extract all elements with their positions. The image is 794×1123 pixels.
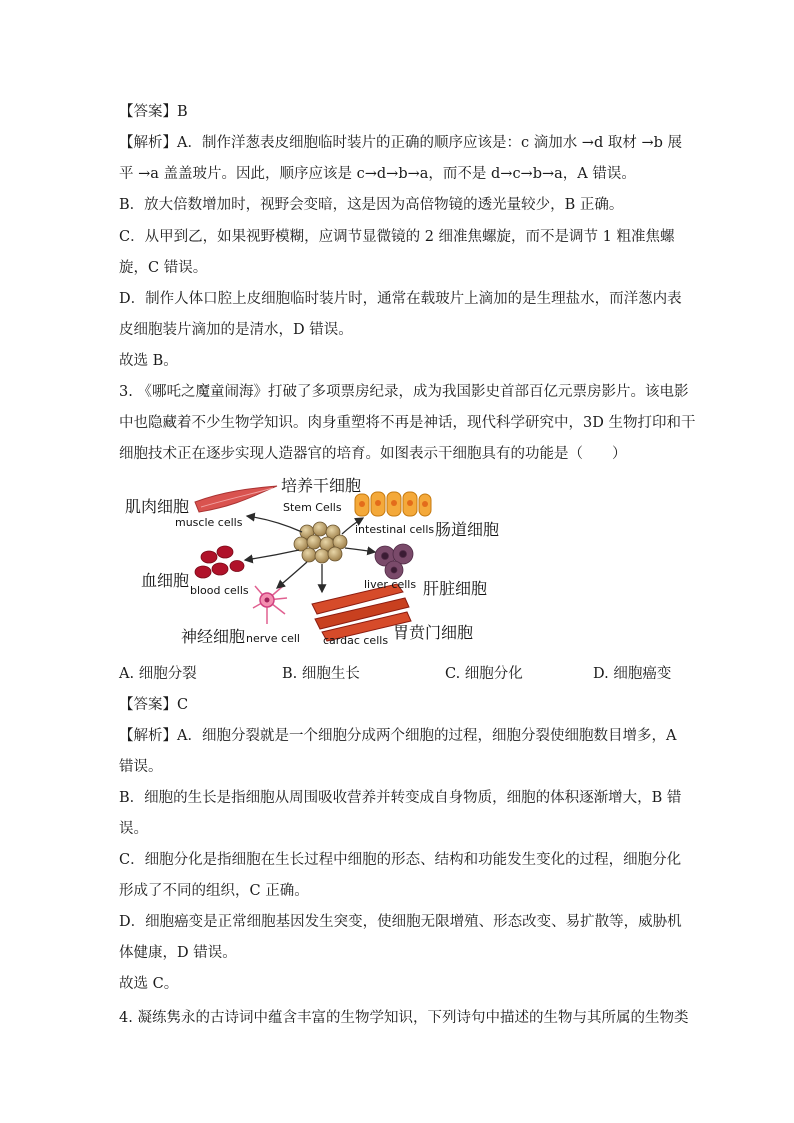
liver-cells-image xyxy=(375,544,413,579)
q3-answer: 【答案】C xyxy=(119,697,189,713)
label-cardac-en: cardac cells xyxy=(323,634,389,647)
label-blood-en: blood cells xyxy=(190,584,249,597)
q3-stem-line: 中也隐藏着不少生物学知识。肉身重塑将不再是神话，现代科学研究中，3D 生物打印和干 xyxy=(119,415,696,431)
q4-stem-line: 4. 凝练隽永的古诗词中蕴含丰富的生物学知识，下列诗句中描述的生物与其所属的生物类 xyxy=(119,1010,689,1026)
q3-analysis-line: B．细胞的生长是指细胞从周围吸收营养并转变成自身物质，细胞的体积逐渐增大，B 错 xyxy=(119,790,682,806)
label-stem-en: Stem Cells xyxy=(283,501,342,514)
label-liver-en: liver cells xyxy=(364,578,417,591)
q3-analysis-line: 【解析】A．细胞分裂就是一个细胞分成两个细胞的过程，细胞分裂使细胞数目增多，A xyxy=(119,728,677,744)
q3-analysis-line: 体健康，D 错误。 xyxy=(119,945,237,961)
q2-analysis-line: C．从甲到乙，如果视野模糊，应调节显微镜的 2 细准焦螺旋，而不是调节 1 粗准焦螺 xyxy=(119,229,675,245)
q2-analysis-line: 旋，C 错误。 xyxy=(119,260,208,276)
q2-analysis-line: 平 →a 盖盖玻片。因此，顺序应该是 c→d→b→a，而不是 d→c→b→a，A 错误。 xyxy=(119,166,636,182)
label-intestinal-cn: 肠道细胞 xyxy=(435,520,500,539)
option-b: B. 细胞生长 xyxy=(282,666,360,682)
option-a: A. 细胞分裂 xyxy=(119,666,197,682)
label-intestinal-en: intestinal cells xyxy=(355,523,435,536)
label-blood-cn: 血细胞 xyxy=(141,571,190,590)
nerve-cell-image xyxy=(253,586,287,624)
q3-analysis-line: C．细胞分化是指细胞在生长过程中细胞的形态、结构和功能发生变化的过程，细胞分化 xyxy=(119,852,682,868)
option-d: D. 细胞癌变 xyxy=(593,666,672,682)
label-muscle-en: muscle cells xyxy=(175,516,243,529)
q3-analysis-line: D．细胞癌变是正常细胞基因发生突变，使细胞无限增殖、形态改变、易扩散等，威胁机 xyxy=(119,914,682,930)
label-cardac-cn: 胃贲门细胞 xyxy=(393,623,474,642)
label-nerve-en: nerve cell xyxy=(246,632,300,645)
q3-analysis-line: 误。 xyxy=(119,821,148,837)
stem-cell-diagram xyxy=(117,474,517,654)
intestinal-cells-image xyxy=(355,492,431,516)
q2-analysis-line: B．放大倍数增加时，视野会变暗，这是因为高倍物镜的透光量较少，B 正确。 xyxy=(119,197,624,213)
blood-cells-image xyxy=(195,546,244,578)
q2-analysis-line: D．制作人体口腔上皮细胞临时装片时，通常在载玻片上滴加的是生理盐水，而洋葱内表 xyxy=(119,291,682,307)
q3-stem-line: 3. 《哪吒之魔童闹海》打破了多项票房纪录，成为我国影史首部百亿元票房影片。该电影 xyxy=(119,384,689,400)
q3-stem-line: 细胞技术正在逐步实现人造器官的培育。如图表示干细胞具有的功能是（ ） xyxy=(119,446,627,462)
label-muscle-cn: 肌肉细胞 xyxy=(125,497,190,516)
q3-analysis-line: 形成了不同的组织，C 正确。 xyxy=(119,883,309,899)
label-stem-cn: 培养干细胞 xyxy=(281,476,362,495)
q2-conclusion: 故选 B。 xyxy=(119,353,178,369)
q3-analysis-line: 错误。 xyxy=(119,759,163,775)
stem-cells-cluster-image xyxy=(294,522,347,563)
q3-conclusion: 故选 C。 xyxy=(119,976,179,992)
q2-analysis-line: 【解析】A．制作洋葱表皮细胞临时装片的正确的顺序应该是：c 滴加水 →d 取材 →b 展 xyxy=(119,135,682,151)
q2-answer: 【答案】B xyxy=(119,104,188,120)
option-c: C. 细胞分化 xyxy=(445,666,523,682)
q2-analysis-line: 皮细胞装片滴加的是清水，D 错误。 xyxy=(119,322,353,338)
label-liver-cn: 肝脏细胞 xyxy=(423,579,488,598)
label-nerve-cn: 神经细胞 xyxy=(181,627,246,646)
muscle-cell-image xyxy=(195,486,277,512)
